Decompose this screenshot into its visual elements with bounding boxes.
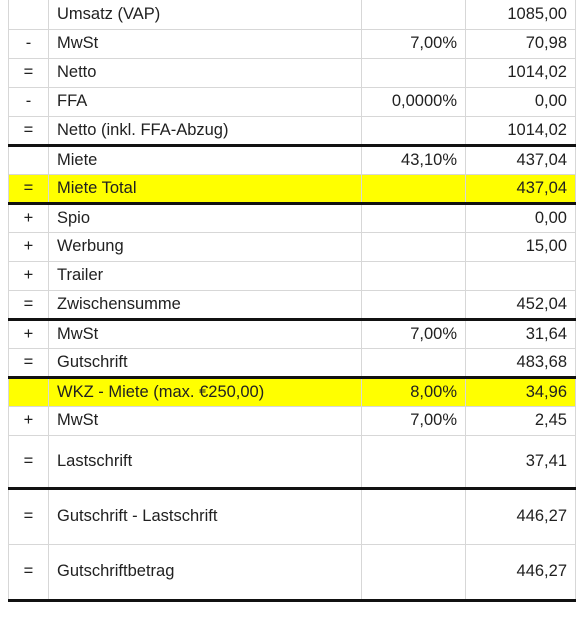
row-value: 446,27 bbox=[466, 544, 576, 600]
row-value: 34,96 bbox=[466, 377, 576, 406]
row-label: Werbung bbox=[49, 232, 362, 261]
row-label: Netto (inkl. FFA-Abzug) bbox=[49, 116, 362, 145]
table-row bbox=[9, 435, 576, 488]
table-row bbox=[9, 203, 576, 232]
row-percent bbox=[362, 435, 466, 488]
table-row bbox=[9, 406, 576, 435]
row-percent: 7,00% bbox=[362, 319, 466, 348]
row-label: MwSt bbox=[49, 29, 362, 58]
row-label: WKZ - Miete (max. €250,00) bbox=[49, 377, 362, 406]
row-percent bbox=[362, 290, 466, 319]
row-value: 446,27 bbox=[466, 488, 576, 544]
row-value: 0,00 bbox=[466, 203, 576, 232]
billing-table bbox=[8, 0, 576, 602]
row-operator bbox=[9, 0, 49, 29]
row-value: 1085,00 bbox=[466, 0, 576, 29]
row-label: Umsatz (VAP) bbox=[49, 0, 362, 29]
row-value: 37,41 bbox=[466, 435, 576, 488]
row-value: 452,04 bbox=[466, 290, 576, 319]
row-value: 31,64 bbox=[466, 319, 576, 348]
row-percent bbox=[362, 58, 466, 87]
row-label: MwSt bbox=[49, 319, 362, 348]
row-label: Gutschriftbetrag bbox=[49, 544, 362, 600]
row-value: 0,00 bbox=[466, 87, 576, 116]
table-row bbox=[9, 319, 576, 348]
row-operator: + bbox=[9, 406, 49, 435]
row-percent bbox=[362, 0, 466, 29]
row-operator: = bbox=[9, 116, 49, 145]
table-row bbox=[9, 348, 576, 377]
row-percent: 0,0000% bbox=[362, 87, 466, 116]
row-value: 15,00 bbox=[466, 232, 576, 261]
table-row-highlighted bbox=[9, 377, 576, 406]
row-operator: - bbox=[9, 29, 49, 58]
table-row bbox=[9, 29, 576, 58]
row-percent bbox=[362, 174, 466, 203]
table-row-highlighted bbox=[9, 174, 576, 203]
row-operator: + bbox=[9, 261, 49, 290]
row-percent: 7,00% bbox=[362, 29, 466, 58]
row-operator: = bbox=[9, 488, 49, 544]
row-percent bbox=[362, 261, 466, 290]
row-percent bbox=[362, 232, 466, 261]
row-operator: = bbox=[9, 290, 49, 319]
row-value: 1014,02 bbox=[466, 116, 576, 145]
row-value: 2,45 bbox=[466, 406, 576, 435]
row-label: MwSt bbox=[49, 406, 362, 435]
row-value bbox=[466, 261, 576, 290]
row-percent bbox=[362, 544, 466, 600]
table-row bbox=[9, 544, 576, 600]
row-operator: = bbox=[9, 544, 49, 600]
table-row bbox=[9, 116, 576, 145]
row-label: Netto bbox=[49, 58, 362, 87]
row-operator bbox=[9, 145, 49, 174]
row-operator: + bbox=[9, 319, 49, 348]
row-percent bbox=[362, 488, 466, 544]
row-label: Lastschrift bbox=[49, 435, 362, 488]
row-value: 437,04 bbox=[466, 174, 576, 203]
row-percent: 7,00% bbox=[362, 406, 466, 435]
row-value: 483,68 bbox=[466, 348, 576, 377]
row-percent bbox=[362, 348, 466, 377]
row-operator: = bbox=[9, 435, 49, 488]
row-label: Miete Total bbox=[49, 174, 362, 203]
row-operator bbox=[9, 377, 49, 406]
row-percent bbox=[362, 203, 466, 232]
table-row bbox=[9, 232, 576, 261]
row-label: Trailer bbox=[49, 261, 362, 290]
row-percent: 8,00% bbox=[362, 377, 466, 406]
table-row bbox=[9, 290, 576, 319]
row-percent bbox=[362, 116, 466, 145]
row-value: 1014,02 bbox=[466, 58, 576, 87]
table-row bbox=[9, 87, 576, 116]
table-row bbox=[9, 145, 576, 174]
row-operator: + bbox=[9, 203, 49, 232]
row-label: FFA bbox=[49, 87, 362, 116]
row-label: Zwischensumme bbox=[49, 290, 362, 319]
row-operator: = bbox=[9, 58, 49, 87]
row-label: Gutschrift bbox=[49, 348, 362, 377]
row-value: 70,98 bbox=[466, 29, 576, 58]
row-percent: 43,10% bbox=[362, 145, 466, 174]
table-row bbox=[9, 58, 576, 87]
row-operator: + bbox=[9, 232, 49, 261]
row-label: Miete bbox=[49, 145, 362, 174]
row-label: Spio bbox=[49, 203, 362, 232]
table-row bbox=[9, 488, 576, 544]
row-operator: - bbox=[9, 87, 49, 116]
row-label: Gutschrift - Lastschrift bbox=[49, 488, 362, 544]
table-row bbox=[9, 0, 576, 29]
row-value: 437,04 bbox=[466, 145, 576, 174]
row-operator: = bbox=[9, 348, 49, 377]
table-row bbox=[9, 261, 576, 290]
row-operator: = bbox=[9, 174, 49, 203]
